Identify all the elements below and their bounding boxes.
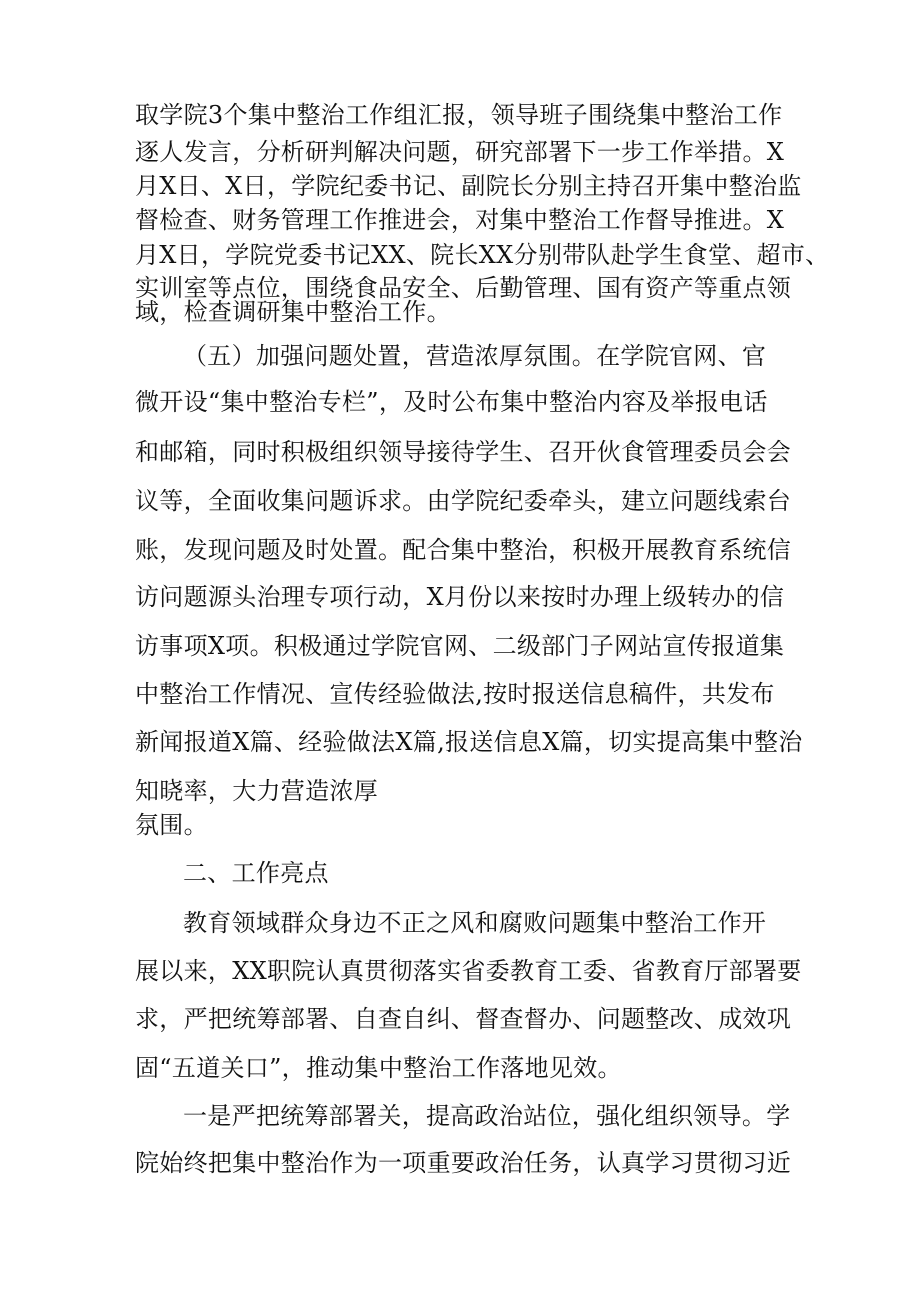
text-line: 知晓率，大力营造浓厚 bbox=[135, 777, 378, 805]
text-line: 氛围。 bbox=[135, 811, 208, 839]
text-line: 访问题源头治理专项行动，X月份以来按时办理上级转办的信 bbox=[135, 583, 785, 611]
text-line: 账，发现问题及时处置。配合集中整治，积极开展教育系统信 bbox=[135, 536, 792, 564]
text-line: 议等，全面收集问题诉求。由学院纪委牵头，建立问题线索台 bbox=[135, 487, 792, 515]
text-line: 逐人发言，分析研判解决问题，研究部署下一步工作举措。X bbox=[135, 138, 785, 166]
text-line: 域，检查调研集中整治工作。 bbox=[135, 298, 451, 326]
text-line: 新闻报道X篇、经验做法X篇,报送信息X篇，切实提高集中整治 bbox=[135, 728, 803, 756]
text-line: 一是严把统筹部署关，提高政治站位，强化组织领导。学 bbox=[183, 1102, 791, 1130]
section-heading-5: （五）加强问题处置，营造浓厚氛围。在学院官网、官 bbox=[183, 342, 767, 370]
text-line: 展以来，XX职院认真贯彻落实省委教育工委、省教育厅部署要 bbox=[135, 957, 802, 985]
text-line: 和邮箱，同时积极组织领导接待学生、召开伙食管理委员会会 bbox=[135, 438, 792, 466]
text-line: 访事项X项。积极通过学院官网、二级部门子网站宣传报道集 bbox=[135, 632, 785, 660]
text-line: 求，严把统筹部署、自查自纠、督查督办、问题整改、成效巩 bbox=[135, 1005, 792, 1033]
text-line: 督检查、财务管理工作推进会，对集中整治工作督导推进。X bbox=[135, 206, 785, 234]
text-line: 月X日，学院党委书记XX、院长XX分别带队赴学生食堂、超市、 bbox=[135, 241, 830, 269]
text-line: 教育领域群众身边不正之风和腐败问题集中整治工作开 bbox=[183, 909, 767, 937]
text-line: 实训室等点位，围绕食品安全、后勤管理、国有资产等重点领 bbox=[135, 274, 792, 302]
text-line: 取学院3个集中整治工作组汇报，领导班子围绕集中整治工作 bbox=[135, 101, 783, 129]
text-line: 院始终把集中整治作为一项重要政治任务，认真学习贯彻习近 bbox=[135, 1149, 792, 1177]
text-line: 固“五道关口”，推动集中整治工作落地见效。 bbox=[135, 1054, 622, 1082]
text-line: 中整治工作情况、宣传经验做法,按时报送信息稿件，共发布 bbox=[135, 680, 775, 708]
text-line: 月X日、X日，学院纪委书记、副院长分别主持召开集中整治监 bbox=[135, 172, 802, 200]
text-line: 微开设“集中整治专栏”，及时公布集中整治内容及举报电话 bbox=[135, 388, 768, 416]
section-heading: 二、工作亮点 bbox=[183, 859, 329, 887]
